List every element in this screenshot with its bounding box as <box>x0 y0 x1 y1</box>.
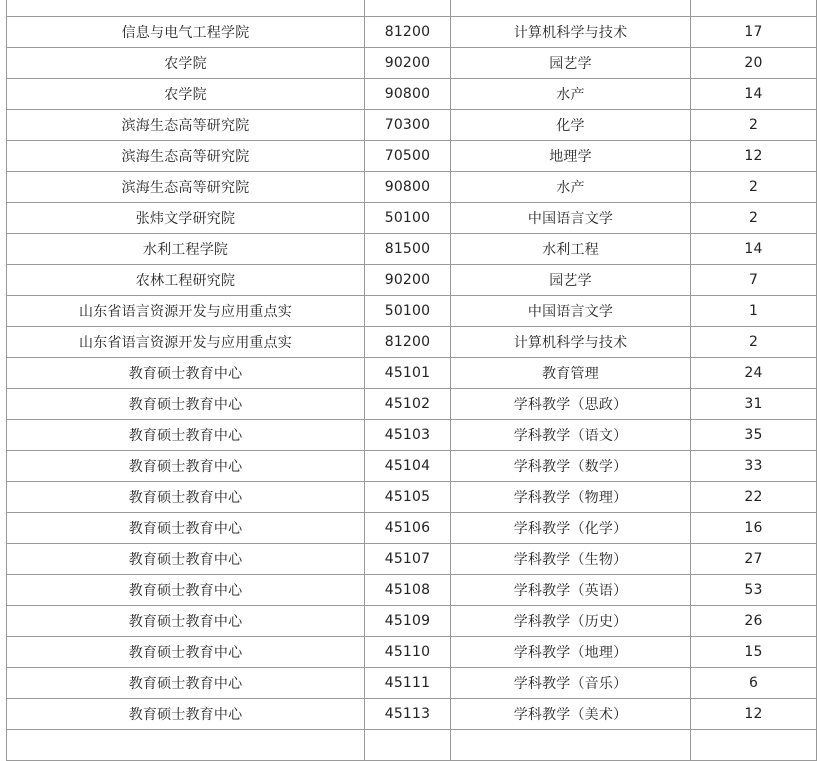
major-cell <box>451 141 691 172</box>
code-cell <box>365 110 451 141</box>
college-cell-text: 农学院 <box>164 87 207 103</box>
count-cell <box>691 606 817 637</box>
code-cell <box>365 575 451 606</box>
count-cell-text: 2 <box>748 117 759 133</box>
code-cell <box>365 389 451 420</box>
count-cell-text: 24 <box>744 365 763 381</box>
count-cell <box>691 79 817 110</box>
count-cell <box>691 637 817 668</box>
code-cell-text: 90800 <box>384 86 431 102</box>
table-row <box>7 606 817 637</box>
college-cell-text: 滨海生态高等研究院 <box>121 149 250 165</box>
code-cell <box>365 699 451 730</box>
college-cell <box>7 420 365 451</box>
major-cell-text: 园艺学 <box>549 56 592 72</box>
enrollment-table <box>6 0 817 761</box>
table-row <box>7 296 817 327</box>
code-cell-text: 81200 <box>384 334 431 350</box>
count-cell-text: 15 <box>744 644 763 660</box>
major-cell-text: 水利工程 <box>542 242 599 258</box>
table-row <box>7 482 817 513</box>
table-row <box>7 513 817 544</box>
college-cell-text: 信息与电气工程学院 <box>121 25 250 41</box>
code-cell-text: 45107 <box>384 551 431 567</box>
major-cell-text: 中国语言文学 <box>527 304 614 320</box>
table-row <box>7 451 817 482</box>
code-cell <box>365 482 451 513</box>
major-cell <box>451 668 691 699</box>
major-cell <box>451 234 691 265</box>
code-cell <box>365 606 451 637</box>
college-cell-text: 农林工程研究院 <box>135 273 236 289</box>
count-cell <box>691 358 817 389</box>
college-cell <box>7 699 365 730</box>
college-cell <box>7 668 365 699</box>
code-cell <box>365 17 451 48</box>
major-cell-text: 水产 <box>556 87 585 103</box>
table-row <box>7 203 817 234</box>
table-row <box>7 637 817 668</box>
table-row <box>7 575 817 606</box>
major-cell <box>451 606 691 637</box>
code-cell <box>365 544 451 575</box>
major-cell <box>451 699 691 730</box>
college-cell-text: 教育硕士教育中心 <box>128 428 243 444</box>
code-cell <box>365 420 451 451</box>
count-cell <box>691 544 817 575</box>
table-body <box>7 0 817 761</box>
table-row-partial-top <box>7 0 817 17</box>
college-cell <box>7 482 365 513</box>
code-cell <box>365 203 451 234</box>
college-cell-text: 教育硕士教育中心 <box>128 645 243 661</box>
count-cell-text: 12 <box>744 706 763 722</box>
college-cell-text: 教育硕士教育中心 <box>128 676 243 692</box>
code-cell-text: 45106 <box>384 520 431 536</box>
college-cell <box>7 48 365 79</box>
count-cell <box>691 17 817 48</box>
code-cell <box>365 358 451 389</box>
code-cell-text: 45110 <box>384 644 431 660</box>
table-cell <box>365 730 451 761</box>
code-cell-text: 90200 <box>384 55 431 71</box>
count-cell <box>691 420 817 451</box>
college-cell-text: 教育硕士教育中心 <box>128 459 243 475</box>
table-row <box>7 141 817 172</box>
code-cell-text: 45109 <box>384 613 431 629</box>
code-cell-text: 50100 <box>384 303 431 319</box>
college-cell-text: 教育硕士教育中心 <box>128 583 243 599</box>
table-cell <box>7 730 365 761</box>
major-cell-text: 学科教学（生物） <box>513 552 628 568</box>
code-cell-text: 81200 <box>384 24 431 40</box>
college-cell <box>7 544 365 575</box>
code-cell <box>365 296 451 327</box>
major-cell <box>451 110 691 141</box>
major-cell <box>451 358 691 389</box>
major-cell <box>451 513 691 544</box>
major-cell <box>451 265 691 296</box>
code-cell <box>365 513 451 544</box>
major-cell <box>451 296 691 327</box>
table-row <box>7 420 817 451</box>
table-row <box>7 668 817 699</box>
major-cell-text: 教育管理 <box>542 366 599 382</box>
major-cell <box>451 637 691 668</box>
count-cell <box>691 110 817 141</box>
count-cell <box>691 575 817 606</box>
table-cell <box>451 0 691 17</box>
college-cell <box>7 79 365 110</box>
code-cell <box>365 327 451 358</box>
count-cell <box>691 389 817 420</box>
table-row-partial-bottom <box>7 730 817 761</box>
count-cell-text: 14 <box>744 86 763 102</box>
college-cell <box>7 513 365 544</box>
count-cell-text: 7 <box>748 272 759 288</box>
count-cell <box>691 451 817 482</box>
table-row <box>7 48 817 79</box>
code-cell <box>365 48 451 79</box>
count-cell <box>691 203 817 234</box>
count-cell-text: 16 <box>744 520 763 536</box>
college-cell <box>7 575 365 606</box>
major-cell <box>451 48 691 79</box>
major-cell <box>451 79 691 110</box>
major-cell-text: 计算机科学与技术 <box>513 335 628 351</box>
major-cell <box>451 575 691 606</box>
college-cell-text: 滨海生态高等研究院 <box>121 118 250 134</box>
major-cell-text: 化学 <box>556 118 585 134</box>
table-cell <box>451 730 691 761</box>
major-cell-text: 学科教学（历史） <box>513 614 628 630</box>
count-cell-text: 1 <box>748 303 759 319</box>
code-cell-text: 70300 <box>384 117 431 133</box>
college-cell-text: 山东省语言资源开发与应用重点实 <box>79 304 292 320</box>
code-cell-text: 45111 <box>384 675 431 691</box>
college-cell-text: 教育硕士教育中心 <box>128 490 243 506</box>
college-cell-text: 教育硕士教育中心 <box>128 552 243 568</box>
count-cell <box>691 327 817 358</box>
major-cell-text: 学科教学（英语） <box>513 583 628 599</box>
count-cell <box>691 234 817 265</box>
table-row <box>7 358 817 389</box>
count-cell-text: 26 <box>744 613 763 629</box>
count-cell <box>691 513 817 544</box>
major-cell <box>451 389 691 420</box>
college-cell-text: 张炜文学研究院 <box>135 211 236 227</box>
major-cell <box>451 420 691 451</box>
count-cell-text: 14 <box>744 241 763 257</box>
code-cell-text: 50100 <box>384 210 431 226</box>
code-cell <box>365 451 451 482</box>
major-cell <box>451 172 691 203</box>
major-cell-text: 学科教学（语文） <box>513 428 628 444</box>
table-row <box>7 544 817 575</box>
college-cell <box>7 637 365 668</box>
code-cell-text: 45104 <box>384 458 431 474</box>
major-cell <box>451 327 691 358</box>
college-cell-text: 滨海生态高等研究院 <box>121 180 250 196</box>
count-cell-text: 33 <box>744 458 763 474</box>
count-cell-text: 17 <box>744 24 763 40</box>
table-cell <box>691 730 817 761</box>
college-cell <box>7 327 365 358</box>
college-cell <box>7 141 365 172</box>
table-row <box>7 172 817 203</box>
table-row <box>7 17 817 48</box>
count-cell-text: 12 <box>744 148 763 164</box>
major-cell <box>451 203 691 234</box>
table-cell <box>7 0 365 17</box>
count-cell <box>691 699 817 730</box>
code-cell-text: 81500 <box>384 241 431 257</box>
count-cell-text: 53 <box>744 582 763 598</box>
major-cell-text: 园艺学 <box>549 273 592 289</box>
major-cell-text: 学科教学（数学） <box>513 459 628 475</box>
code-cell <box>365 172 451 203</box>
major-cell <box>451 17 691 48</box>
count-cell <box>691 48 817 79</box>
college-cell <box>7 358 365 389</box>
major-cell-text: 地理学 <box>549 149 592 165</box>
code-cell <box>365 79 451 110</box>
college-cell-text: 教育硕士教育中心 <box>128 397 243 413</box>
major-cell-text: 学科教学（地理） <box>513 645 628 661</box>
code-cell-text: 45105 <box>384 489 431 505</box>
college-cell-text: 教育硕士教育中心 <box>128 521 243 537</box>
college-cell-text: 教育硕士教育中心 <box>128 366 243 382</box>
count-cell-text: 20 <box>744 55 763 71</box>
college-cell <box>7 389 365 420</box>
code-cell-text: 45102 <box>384 396 431 412</box>
major-cell-text: 水产 <box>556 180 585 196</box>
college-cell <box>7 296 365 327</box>
count-cell-text: 27 <box>744 551 763 567</box>
major-cell-text: 中国语言文学 <box>527 211 614 227</box>
count-cell <box>691 265 817 296</box>
college-cell-text: 农学院 <box>164 56 207 72</box>
count-cell <box>691 296 817 327</box>
table-row <box>7 79 817 110</box>
major-cell <box>451 482 691 513</box>
code-cell-text: 90800 <box>384 179 431 195</box>
major-cell-text: 学科教学（化学） <box>513 521 628 537</box>
code-cell-text: 70500 <box>384 148 431 164</box>
college-cell <box>7 234 365 265</box>
college-cell <box>7 265 365 296</box>
table-cell <box>365 0 451 17</box>
table-row <box>7 265 817 296</box>
count-cell <box>691 482 817 513</box>
major-cell <box>451 451 691 482</box>
count-cell-text: 22 <box>744 489 763 505</box>
major-cell-text: 学科教学（思政） <box>513 397 628 413</box>
table-row <box>7 389 817 420</box>
count-cell-text: 31 <box>744 396 763 412</box>
code-cell-text: 45101 <box>384 365 431 381</box>
major-cell <box>451 544 691 575</box>
college-cell <box>7 203 365 234</box>
major-cell-text: 学科教学（物理） <box>513 490 628 506</box>
college-cell-text: 水利工程学院 <box>142 242 229 258</box>
code-cell <box>365 637 451 668</box>
major-cell-text: 学科教学（音乐） <box>513 676 628 692</box>
table-row <box>7 327 817 358</box>
college-cell <box>7 110 365 141</box>
code-cell-text: 90200 <box>384 272 431 288</box>
table-row <box>7 234 817 265</box>
code-cell <box>365 141 451 172</box>
count-cell-text: 2 <box>748 179 759 195</box>
count-cell-text: 2 <box>748 210 759 226</box>
college-cell-text: 教育硕士教育中心 <box>128 614 243 630</box>
college-cell-text: 山东省语言资源开发与应用重点实 <box>79 335 292 351</box>
table-row <box>7 699 817 730</box>
table-cell <box>691 0 817 17</box>
count-cell-text: 35 <box>744 427 763 443</box>
count-cell-text: 6 <box>748 675 759 691</box>
count-cell <box>691 172 817 203</box>
major-cell-text: 计算机科学与技术 <box>513 25 628 41</box>
college-cell-text: 教育硕士教育中心 <box>128 707 243 723</box>
count-cell <box>691 668 817 699</box>
code-cell-text: 45103 <box>384 427 431 443</box>
major-cell-text: 学科教学（美术） <box>513 707 628 723</box>
count-cell <box>691 141 817 172</box>
code-cell-text: 45113 <box>384 706 431 722</box>
college-cell <box>7 606 365 637</box>
code-cell <box>365 265 451 296</box>
college-cell <box>7 451 365 482</box>
code-cell-text: 45108 <box>384 582 431 598</box>
code-cell <box>365 668 451 699</box>
count-cell-text: 2 <box>748 334 759 350</box>
table-row <box>7 110 817 141</box>
college-cell <box>7 172 365 203</box>
code-cell <box>365 234 451 265</box>
college-cell <box>7 17 365 48</box>
